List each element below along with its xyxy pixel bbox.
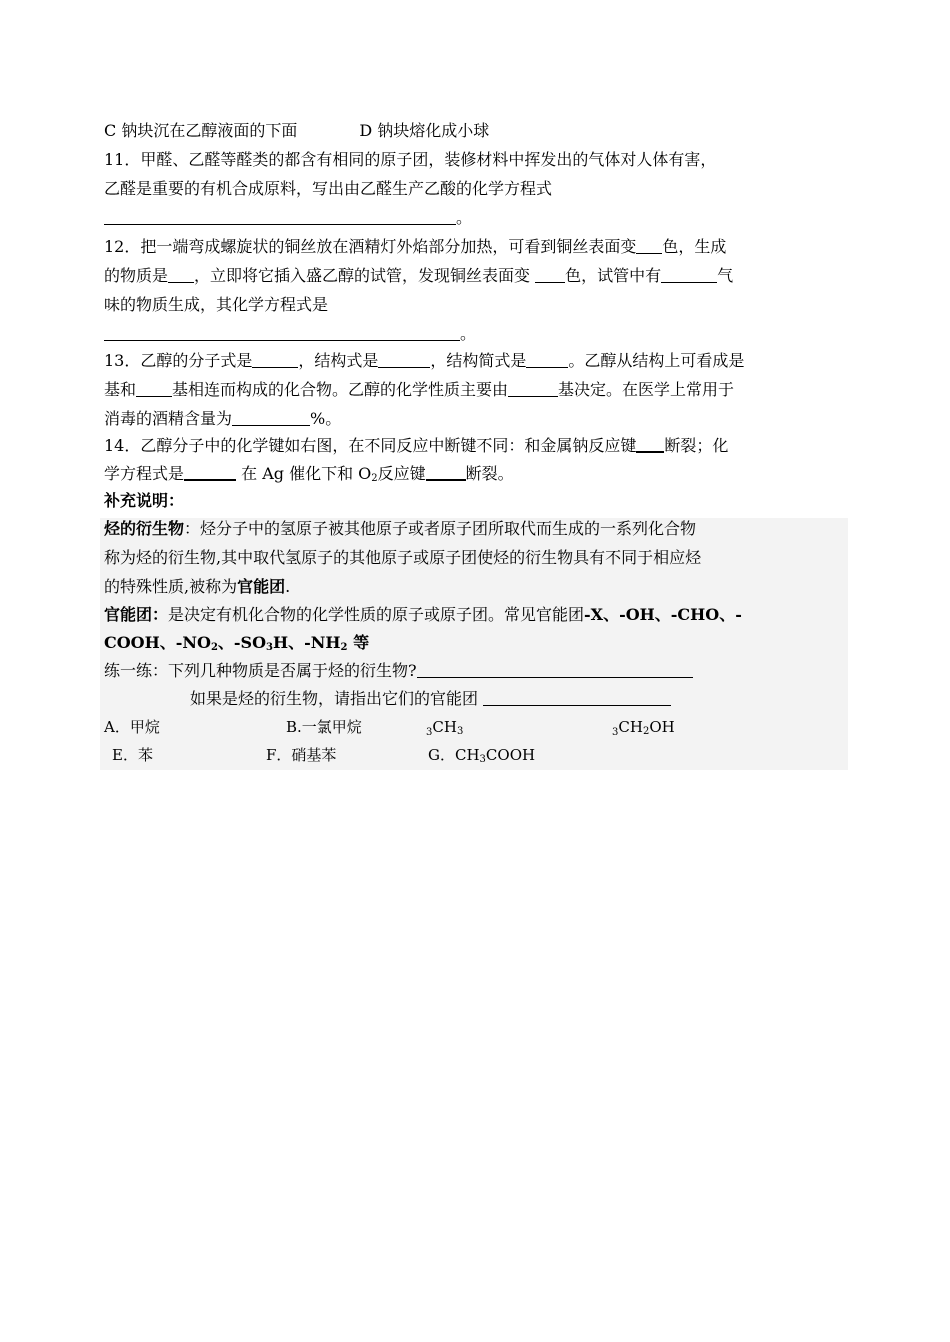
option-f: F．硝基苯 bbox=[266, 746, 337, 764]
answer-blank[interactable] bbox=[104, 208, 456, 225]
answer-blank[interactable] bbox=[184, 463, 236, 481]
q11-answer-line: 。 bbox=[104, 207, 472, 229]
practice-line-1: 练一练：下列几种物质是否属于烃的衍生物? bbox=[104, 660, 693, 682]
answer-blank[interactable] bbox=[508, 380, 558, 397]
option-e: E．苯 bbox=[112, 746, 153, 764]
answer-blank[interactable] bbox=[426, 463, 466, 481]
q12-answer-line: 。 bbox=[104, 323, 476, 345]
answer-blank[interactable] bbox=[168, 266, 194, 283]
option-c: C 钠块沉在乙醇液面的下面 bbox=[104, 121, 298, 140]
answer-blank[interactable] bbox=[417, 661, 693, 678]
answer-blank[interactable] bbox=[483, 689, 671, 706]
option-c: $_3CH_3$ bbox=[426, 718, 464, 738]
functional-group-line-2: COOH、$-NO_2$、$-SO_3H$、$-NH_2$ 等 bbox=[104, 633, 370, 653]
answer-blank[interactable] bbox=[104, 324, 460, 341]
q11-line-1: 11．甲醛、乙醛等醛类的都含有相同的原子团，装修材料中挥发出的气体对人体有害， bbox=[104, 150, 717, 169]
option-g: G．$CH_3COOH$ bbox=[428, 746, 536, 765]
q10-options bbox=[104, 120, 489, 142]
functional-group-line-1: 官能团：是决定有机化合物的化学性质的原子或原子团。常见官能团-X、-OH、-CHO、- bbox=[104, 605, 742, 624]
q11-line-2: 乙醛是重要的有机合成原料，写出由乙醛生产乙酸的化学方程式 bbox=[104, 179, 553, 198]
q12-line-3: 味的物质生成，其化学方程式是 bbox=[104, 295, 329, 314]
answer-blank[interactable] bbox=[661, 266, 717, 283]
answer-blank[interactable] bbox=[535, 266, 565, 283]
derivative-def-line-2: 称为烃的衍生物,其中取代氢原子的其他原子或原子团使烃的衍生物具有不同于相应烃 bbox=[104, 548, 702, 567]
supplement-heading: 补充说明： bbox=[104, 491, 185, 510]
q14-line-2: 学方程式是 在 Ag 催化下和 $O_2$反应键 断裂。 bbox=[104, 464, 514, 484]
answer-blank[interactable] bbox=[232, 409, 310, 426]
derivative-term: 烃的衍生物 bbox=[104, 519, 185, 538]
option-d: $_3CH_2OH$ bbox=[612, 718, 675, 738]
answer-blank[interactable] bbox=[378, 351, 430, 368]
q14-line-1: 14．乙醇分子中的化学键如右图，在不同反应中断键不同：和金属钠反应键 断裂；化 bbox=[104, 436, 729, 455]
option-a: A．甲烷 bbox=[104, 718, 160, 736]
q12-line-1: 12．把一端弯成螺旋状的铜丝放在酒精灯外焰部分加热，可看到铜丝表面变 色，生成 bbox=[104, 237, 727, 256]
q13-line-3: 消毒的酒精含量为 %。 bbox=[104, 409, 342, 428]
practice-line-2: 如果是烃的衍生物，请指出它们的官能团 bbox=[190, 688, 671, 710]
answer-blank[interactable] bbox=[252, 351, 298, 368]
derivative-def-line-1: 烃的衍生物：烃分子中的氢原子被其他原子或者原子团所取代而生成的一系列化合物 bbox=[104, 519, 697, 538]
option-b: B.一氯甲烷 bbox=[286, 718, 362, 736]
q13-line-1: 13．乙醇的分子式是 ，结构式是 ，结构简式是 。乙醇从结构上可看成是 bbox=[104, 351, 745, 370]
derivative-def-line-3: 的特殊性质,被称为官能团. bbox=[104, 577, 291, 596]
answer-blank[interactable] bbox=[136, 380, 172, 397]
answer-blank[interactable] bbox=[636, 237, 662, 254]
q13-line-2: 基和 基相连而构成的化合物。乙醇的化学性质主要由 基决定。在医学上常用于 bbox=[104, 380, 735, 399]
answer-blank[interactable] bbox=[636, 435, 664, 453]
option-d: D 钠块熔化成小球 bbox=[359, 121, 490, 140]
q12-line-2: 的物质是 ，立即将它插入盛乙醇的试管，发现铜丝表面变 色，试管中有 气 bbox=[104, 266, 734, 285]
answer-blank[interactable] bbox=[526, 351, 568, 368]
functional-group-term: 官能团 bbox=[237, 577, 286, 596]
